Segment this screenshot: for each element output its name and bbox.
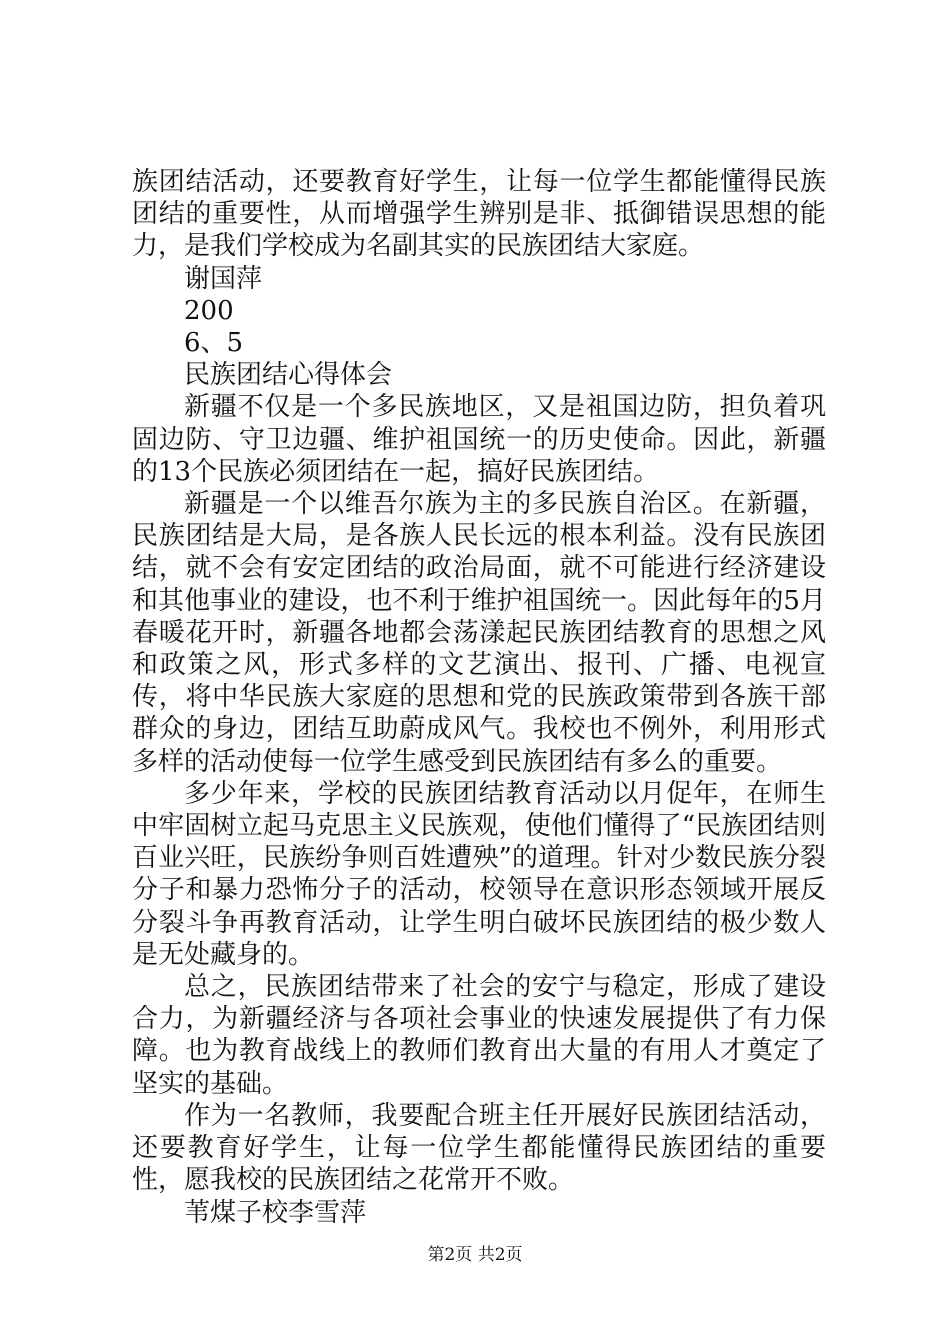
document-body [132, 166, 826, 1229]
date-line-2: 6、5 [184, 328, 244, 359]
paragraph-4: 总之，民族团结带来了社会的安宁与稳定，形成了建设合力，为新疆经济与各项社会事业的快速发展提供了有力保障。也为教育战线上的教师们教育出大量的有用人才奠定了坚实的基础。 [132, 972, 826, 1099]
signature-name: 谢国萍 [184, 263, 263, 294]
paragraph-1: 新疆不仅是一个多民族地区，又是祖国边防，担负着巩固边防、守卫边疆、维护祖国统一的历史使命。因此，新疆的13个民族必须团结在一起，搞好民族团结。 [132, 392, 826, 487]
date-line-1: 200 [184, 295, 234, 326]
closing-signature: 苇煤子校李雪萍 [184, 1197, 367, 1228]
paragraph-5: 作为一名教师，我要配合班主任开展好民族团结活动，还要教育好学生，让每一位学生都能懂得民族团结的重要性，愿我校的民族团结之花常开不败。 [132, 1100, 826, 1196]
essay-title: 民族团结心得体会 [184, 360, 393, 391]
paragraph-2: 新疆是一个以维吾尔族为主的多民族自治区。在新疆，民族团结是大局，是各族人民长远的根本利益。没有民族团结，就不会有安定团结的政治局面，就不可能进行经济建设和其他事业的建设，也不利于维护祖国统一。因此每年的5月春暖花开时，新疆各地都会荡漾起民族团结教育的思想之风和政策之风，形式多样的文艺演出、报刊、广播、电视宣传，将中华民族大家庭的思想和党的民族政策带到各族干部群众的身边，团结互助蔚成风气。我校也不例外，利用形式多样的活动使每一位学生感受到民族团结有多么的重要。 [132, 489, 826, 777]
paragraph-3: 多少年来，学校的民族团结教育活动以月促年，在师生中牢固树立起马克思主义民族观，使他们懂得了“民族团结则百业兴旺，民族纷争则百姓遭殃”的道理。针对少数民族分裂分子和暴力恐怖分子的活动，校领导在意识形态领域开展反分裂斗争再教育活动，让学生明白破坏民族团结的极少数人是无处藏身的。 [132, 778, 826, 970]
page-number-label: 第2页 共2页 [427, 1245, 523, 1265]
page-footer [0, 1244, 950, 1266]
continued-paragraph: 族团结活动，还要教育好学生，让每一位学生都能懂得民族团结的重要性，从而增强学生辨别是非、抵御错误思想的能力，是我们学校成为名副其实的民族团结大家庭。 [132, 167, 826, 262]
